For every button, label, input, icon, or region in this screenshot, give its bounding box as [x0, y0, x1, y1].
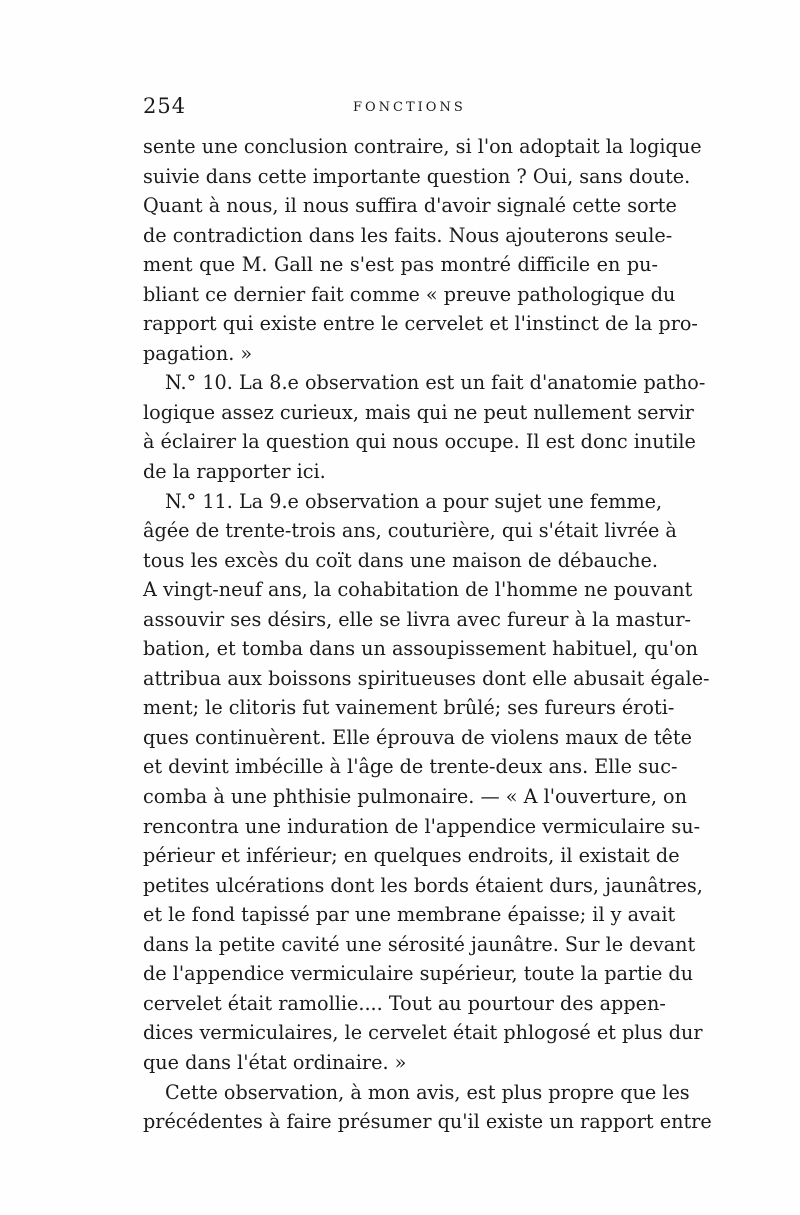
text-line: sente une conclusion contraire, si l'on adoptait la logique [143, 135, 702, 158]
text-line: et le fond tapissé par une membrane épaisse; il y avait [143, 903, 676, 927]
text-line: périeur et inférieur; en quelques endroits, il existait de [143, 844, 680, 868]
text-line: N.° 11. La 9.e observation a pour sujet une femme, [165, 489, 663, 513]
text-line: petites ulcérations dont les bords étaient durs, jaunâtres, [143, 873, 703, 897]
text-line: bation, et tomba dans un assoupissement habituel, qu'on [143, 637, 698, 661]
text-line: suivie dans cette importante question ? Oui, sans doute. [143, 164, 691, 188]
text-line: ques continuèrent. Elle éprouva de violens maux de tête [143, 725, 692, 749]
text-line: dans la petite cavité une sérosité jaunâtre. Sur le devant [143, 932, 696, 956]
text-line: bliant ce dernier fait comme « preuve pathologique du [143, 282, 676, 306]
text-line: attribua aux boissons spiritueuses dont elle abusait égale- [143, 666, 710, 690]
text-line: pagation. » [143, 341, 253, 365]
text-line: que dans l'état ordinaire. » [143, 1050, 407, 1074]
text-line: Cette observation, à mon avis, est plus propre que les [165, 1080, 690, 1104]
text-line: A vingt-neuf ans, la cohabitation de l'homme ne pouvant [143, 578, 693, 602]
text-line: tous les excès du coït dans une maison de débauche. [143, 548, 658, 572]
text-line: âgée de trente-trois ans, couturière, qui s'était livrée à [143, 519, 677, 543]
text-line: de l'appendice vermiculaire supérieur, toute la partie du [143, 962, 694, 986]
text-line: rapport qui existe entre le cervelet et l'instinct de la pro- [143, 312, 698, 336]
running-title: FONCTIONS [353, 100, 466, 115]
text-line: de contradiction dans les faits. Nous ajouterons seule- [143, 223, 673, 247]
text-line: assouvir ses désirs, elle se livra avec fureur à la mastur- [143, 607, 691, 631]
text-line: Quant à nous, il nous suffira d'avoir signalé cette sorte [143, 194, 677, 218]
page-number: 254 [143, 94, 187, 118]
text-line: comba à une phthisie pulmonaire. — « A l'ouverture, on [143, 785, 687, 809]
text-line: et devint imbécille à l'âge de trente-deux ans. Elle suc- [143, 755, 678, 779]
text-line: cervelet était ramollie.... Tout au pourtour des appen- [143, 991, 666, 1015]
text-line: ment; le clitoris fut vainement brûlé; ses fureurs éroti- [143, 696, 675, 720]
text-line: dices vermiculaires, le cervelet était phlogosé et plus dur [143, 1021, 703, 1045]
text-line: N.° 10. La 8.e observation est un fait d'anatomie patho- [165, 371, 706, 395]
text-line: précédentes à faire présumer qu'il existe un rapport entre [143, 1110, 712, 1134]
text-line: ment que M. Gall ne s'est pas montré difficile en pu- [143, 253, 658, 277]
text-line: rencontra une induration de l'appendice vermiculaire su- [143, 814, 701, 838]
text-line: à éclairer la question qui nous occupe. Il est donc inutile [143, 430, 696, 454]
text-line: de la rapporter ici. [143, 460, 326, 484]
page-header [143, 94, 658, 124]
body-text [143, 132, 712, 1137]
text-line: logique assez curieux, mais qui ne peut nullement servir [143, 400, 694, 424]
